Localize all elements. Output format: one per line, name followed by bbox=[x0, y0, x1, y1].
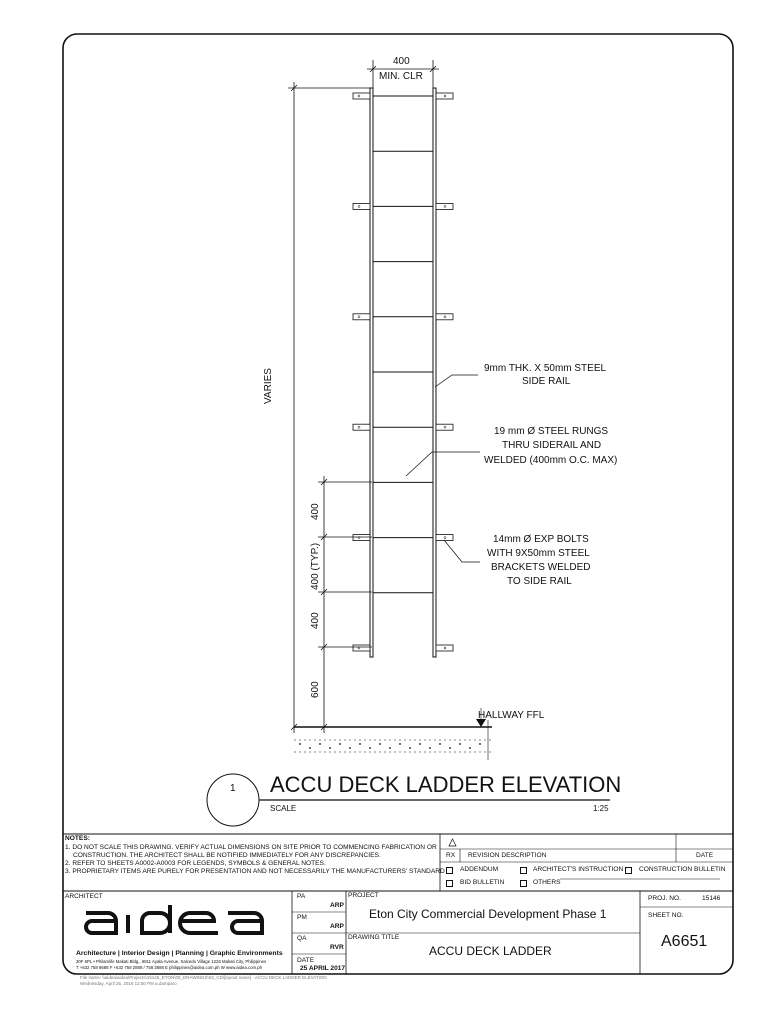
callout-bolts-line-3: BRACKETS WELDED bbox=[491, 562, 591, 573]
sheet-border bbox=[63, 34, 733, 974]
callout-rail-line-1: 9mm THK. X 50mm STEEL bbox=[484, 363, 607, 374]
floor-hatch-dot bbox=[429, 747, 431, 749]
floor-hatch-dot bbox=[399, 743, 401, 745]
date-value: 25 APRIL 2017 bbox=[300, 965, 346, 972]
wall-bracket bbox=[353, 203, 370, 209]
revision-triangle-icon bbox=[449, 839, 456, 846]
proj-no-value: 15146 bbox=[702, 895, 721, 902]
scale-label: SCALE bbox=[270, 804, 297, 813]
dimension-rung-spacing bbox=[318, 476, 372, 733]
dim-seg-3: 400 bbox=[310, 612, 321, 629]
dim-varies-label: VARIES bbox=[263, 368, 274, 404]
floor-label: HALLWAY FFL bbox=[478, 710, 545, 721]
wall-bracket bbox=[353, 93, 370, 99]
pm-label: PM bbox=[297, 914, 307, 921]
dim-seg-1: 400 bbox=[310, 503, 321, 520]
addendum-checkbox[interactable] bbox=[446, 867, 453, 874]
wall-bracket bbox=[436, 93, 453, 99]
architects-instruction-checkbox[interactable] bbox=[520, 867, 527, 874]
floor-hatch-dot bbox=[309, 747, 311, 749]
floor-hatch-dot bbox=[339, 743, 341, 745]
drawing-title-label: DRAWING TITLE bbox=[348, 934, 400, 941]
proj-no-label: PROJ. NO. bbox=[648, 895, 681, 902]
dim-seg-typ: 400 (TYP.) bbox=[310, 542, 321, 590]
right-side-rail bbox=[433, 88, 436, 657]
aidea-logo bbox=[78, 903, 288, 939]
construction-bulletin-label: CONSTRUCTION BULLETIN bbox=[639, 866, 726, 873]
others-label: OTHERS bbox=[533, 879, 561, 886]
callout-rungs-line-1: 19 mm Ø STEEL RUNGS bbox=[494, 426, 609, 437]
bid-bulletin-label: BID BULLETIN bbox=[460, 879, 505, 886]
floor-hatch-dot bbox=[449, 747, 451, 749]
floor-hatch-dot bbox=[359, 743, 361, 745]
pa-value: ARP bbox=[330, 902, 344, 909]
floor-hatch-dot bbox=[299, 743, 301, 745]
note-line-2: CONSTRUCTION. THE ARCHITECT SHALL BE NOTIFIED IMMEDIATELY FOR ANY DISCREPANCIES. bbox=[73, 852, 381, 859]
floor-hatch-dot bbox=[369, 747, 371, 749]
floor-hatch-dot bbox=[319, 743, 321, 745]
file-path-stamp: File name: \\aidea\aidea\Projects\15146_ETON\05_DRAWINGS\02_CD\[layout name] - ACCU DECK LADDER ELEVATION bbox=[80, 975, 327, 980]
floor-hatch-dot bbox=[439, 743, 441, 745]
callout-rungs-line-3: WELDED (400mm O.C. MAX) bbox=[484, 455, 618, 466]
callout-leaders bbox=[406, 375, 480, 562]
floor-hatch-dot bbox=[459, 743, 461, 745]
detail-number: 1 bbox=[230, 783, 236, 794]
drawing-title-value: ACCU DECK LADDER bbox=[429, 944, 552, 958]
qa-label: QA bbox=[297, 935, 307, 942]
pa-label: PA bbox=[297, 893, 306, 900]
wall-bracket bbox=[353, 535, 370, 541]
callout-rungs-line-2: THRU SIDERAIL AND bbox=[502, 440, 602, 451]
revision-date-label: DATE bbox=[696, 852, 714, 859]
sheet-no-value: A6651 bbox=[661, 933, 708, 950]
floor-hatch-dot bbox=[409, 747, 411, 749]
pm-value: ARP bbox=[330, 923, 344, 930]
sheet-no-label: SHEET NO. bbox=[648, 912, 684, 919]
plot-stamp: Wednesday, April 25, 2018 12:50 PM a.damparo bbox=[80, 981, 177, 986]
architect-address: 30F 6PL • Philamlife Makati Bldg., 6811 Ayala Avenue, Salcedo Village 1226 Makati City, Philippines bbox=[76, 959, 267, 964]
dim-top-label: MIN. CLR bbox=[379, 71, 423, 82]
wall-bracket bbox=[436, 645, 453, 651]
revision-desc-label: REVISION DESCRIPTION bbox=[468, 852, 547, 859]
floor-hatch-dot bbox=[329, 747, 331, 749]
dimension-varies bbox=[288, 82, 372, 733]
wall-bracket bbox=[353, 314, 370, 320]
floor-hatch-dot bbox=[389, 747, 391, 749]
architect-contact: T +632 758 8688 F +632 758 2888 / 758 3888 E philippines@aidea.com.ph W www.aidea.com.ph bbox=[76, 965, 263, 970]
floor-hatch-dot bbox=[349, 747, 351, 749]
drawing-title: ACCU DECK LADDER ELEVATION bbox=[270, 772, 622, 797]
date-label: DATE bbox=[297, 957, 315, 964]
floor-hatch-dot bbox=[379, 743, 381, 745]
detail-number-bubble bbox=[207, 774, 259, 826]
callout-bolts-line-2: WITH 9X50mm STEEL bbox=[487, 548, 590, 559]
addendum-label: ADDENDUM bbox=[460, 866, 499, 873]
bid-bulletin-checkbox[interactable] bbox=[446, 880, 453, 887]
wall-bracket bbox=[436, 535, 453, 541]
callout-bolts-line-1: 14mm Ø EXP BOLTS bbox=[493, 534, 589, 545]
qa-value: RVR bbox=[330, 944, 344, 951]
notes-heading: NOTES: bbox=[65, 835, 90, 842]
note-line-4: 3. PROPRIETARY ITEMS ARE PURELY FOR PRESENTATION AND NOT NECESSARILY THE MANUFACTURERS' STANDARD bbox=[65, 868, 445, 875]
wall-bracket bbox=[353, 645, 370, 651]
note-line-1: 1. DO NOT SCALE THIS DRAWING. VERIFY ACTUAL DIMENSIONS ON SITE PRIOR TO COMMENCING FABRICATION OR bbox=[65, 844, 437, 851]
revision-rx-label: RX bbox=[446, 852, 456, 859]
floor-hatch-dot bbox=[479, 743, 481, 745]
left-side-rail bbox=[370, 88, 373, 657]
wall-bracket bbox=[436, 424, 453, 430]
project-label: PROJECT bbox=[348, 892, 379, 899]
architects-instruction-label: ARCHITECT'S INSTRUCTION bbox=[533, 866, 624, 873]
wall-bracket bbox=[436, 203, 453, 209]
floor-hatch-dot bbox=[469, 747, 471, 749]
project-name: Eton City Commercial Development Phase 1 bbox=[369, 907, 607, 921]
floor-hatch-dot bbox=[419, 743, 421, 745]
ladder-elevation bbox=[353, 88, 453, 657]
dim-top-value: 400 bbox=[393, 56, 410, 67]
note-line-3: 2. REFER TO SHEETS A0002-A0003 FOR LEGENDS, SYMBOLS & GENERAL NOTES. bbox=[65, 860, 326, 867]
callout-bolts-line-4: TO SIDE RAIL bbox=[507, 576, 572, 587]
callout-rail-line-2: SIDE RAIL bbox=[522, 376, 571, 387]
wall-bracket bbox=[353, 424, 370, 430]
construction-bulletin-checkbox[interactable] bbox=[625, 867, 632, 874]
floor-hatch bbox=[299, 743, 481, 749]
architect-tagline: Architecture | Interior Design | Planning | Graphic Environments bbox=[76, 950, 283, 957]
wall-bracket bbox=[436, 314, 453, 320]
architect-label: ARCHITECT bbox=[65, 893, 103, 900]
others-checkbox[interactable] bbox=[520, 880, 527, 887]
scale-value: 1:25 bbox=[593, 804, 609, 813]
dim-seg-bottom: 600 bbox=[310, 681, 321, 698]
